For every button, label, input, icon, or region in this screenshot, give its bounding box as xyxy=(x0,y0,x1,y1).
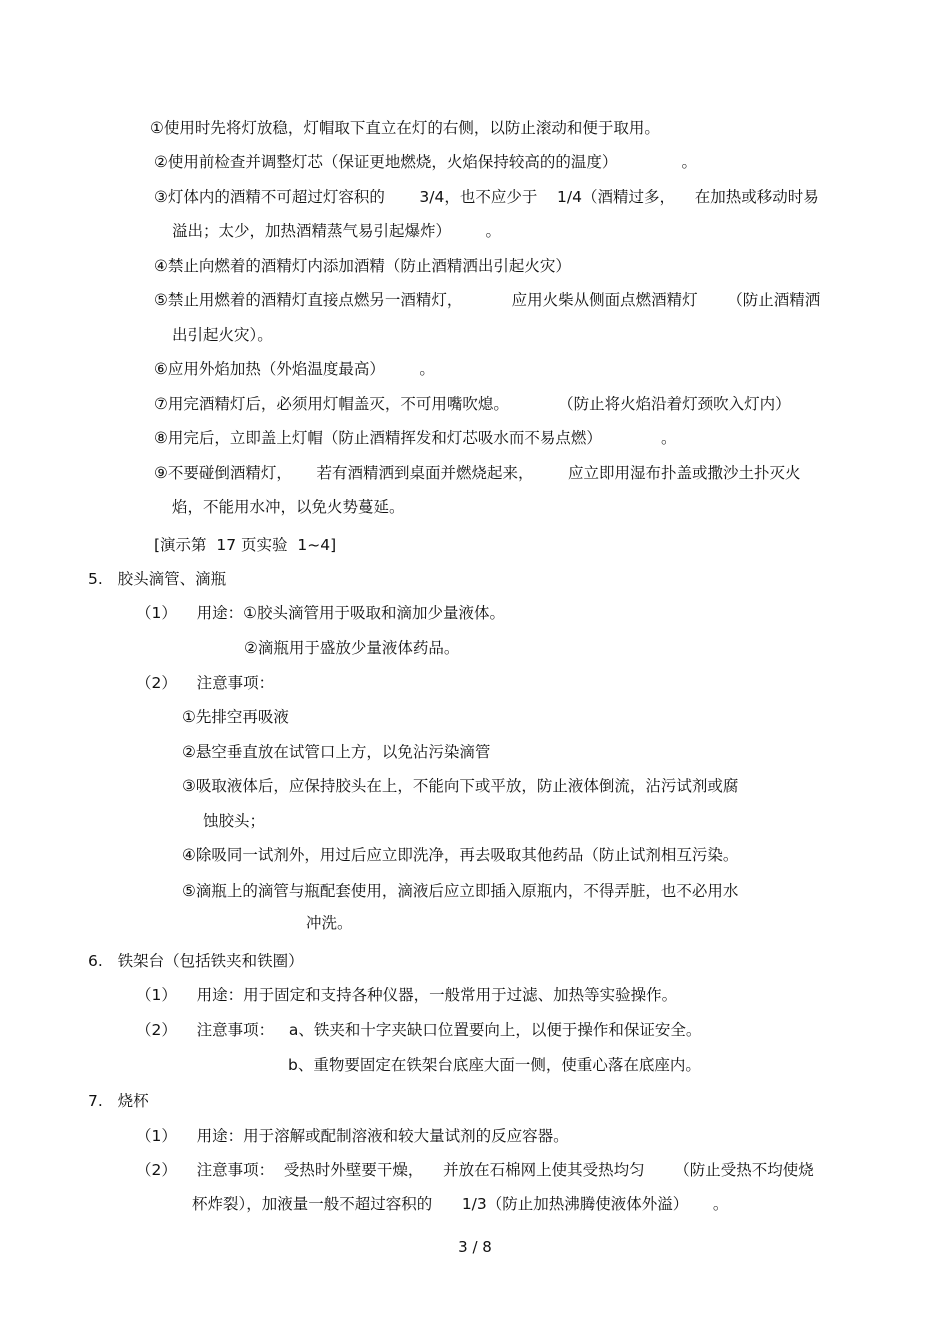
section-5-notes-label: （2） 注意事项： xyxy=(136,674,275,692)
section-6-note-b: b、重物要固定在铁架台底座大面一侧，使重心落在底座内。 xyxy=(288,1056,701,1074)
section-5-use-2: ②滴瓶用于盛放少量液体药品。 xyxy=(244,639,460,657)
section-5-note-5-line-2: 冲洗。 xyxy=(306,914,353,932)
section-6-note-a: （2） 注意事项： a、铁夹和十字夹缺口位置要向上，以便于操作和保证安全。 xyxy=(136,1021,702,1039)
section-6-heading: 6. 铁架台（包括铁夹和铁圈） xyxy=(88,952,304,970)
section-5-heading: 5. 胶头滴管、滴瓶 xyxy=(88,570,227,588)
section-7-note-line-2: 杯炸裂），加液量一般不超过容积的 1/3（防止加热沸腾使液体外溢） 。 xyxy=(192,1195,729,1213)
lamp-item-7: ⑦用完酒精灯后，必须用灯帽盖灭，不可用嘴吹熄。 （防止将火焰沿着灯颈吹入灯内） xyxy=(154,395,791,413)
section-5-note-3-line-1: ③吸取液体后，应保持胶头在上，不能向下或平放，防止液体倒流，沾污试剂或腐 xyxy=(182,777,739,795)
section-7-heading: 7. 烧杯 xyxy=(88,1092,149,1110)
section-5-note-2: ②悬空垂直放在试管口上方，以免沾污染滴管 xyxy=(182,743,491,761)
section-5-note-5-line-1: ⑤滴瓶上的滴管与瓶配套使用，滴液后应立即插入原瓶内，不得弄脏，也不必用水 xyxy=(182,882,739,900)
lamp-item-5-line-2: 出引起火灾）。 xyxy=(172,326,273,344)
demo-reference: [演示第 17 页实验 1~4] xyxy=(154,536,337,554)
page-number: 3 / 8 xyxy=(458,1238,492,1256)
lamp-item-1: ①使用时先将灯放稳，灯帽取下直立在灯的右侧，以防止滚动和便于取用。 xyxy=(150,119,660,137)
lamp-item-4: ④禁止向燃着的酒精灯内添加酒精（防止酒精洒出引起火灾） xyxy=(154,257,571,275)
section-5-note-1: ①先排空再吸液 xyxy=(182,708,289,726)
section-5-note-3-line-2: 蚀胶头； xyxy=(203,812,266,830)
lamp-item-3-line-2: 溢出；太少，加热酒精蒸气易引起爆炸） 。 xyxy=(172,222,501,240)
section-5-note-4: ④除吸同一试剂外，用过后应立即洗净，再去吸取其他药品（防止试剂相互污染。 xyxy=(182,846,739,864)
lamp-item-9-line-2: 焰，不能用水冲，以免火势蔓延。 xyxy=(172,498,405,516)
section-5-use: （1） 用途：①胶头滴管用于吸取和滴加少量液体。 xyxy=(136,604,505,622)
lamp-item-6: ⑥应用外焰加热（外焰温度最高） 。 xyxy=(154,360,435,378)
lamp-item-3-line-1: ③灯体内的酒精不可超过灯容积的 3/4，也不应少于 1/4（酒精过多， 在加热或移动时易 xyxy=(154,188,819,206)
section-7-use: （1） 用途：用于溶解或配制溶液和较大量试剂的反应容器。 xyxy=(136,1127,569,1145)
lamp-item-8: ⑧用完后，立即盖上灯帽（防止酒精挥发和灯芯吸水而不易点燃） 。 xyxy=(154,429,677,447)
lamp-item-5-line-1: ⑤禁止用燃着的酒精灯直接点燃另一酒精灯， 应用火柴从侧面点燃酒精灯 （防止酒精洒 xyxy=(154,291,821,309)
section-6-use: （1） 用途：用于固定和支持各种仪器，一般常用于过滤、加热等实验操作。 xyxy=(136,986,678,1004)
lamp-item-9-line-1: ⑨不要碰倒酒精灯， 若有酒精洒到桌面并燃烧起来， 应立即用湿布扑盖或撒沙土扑灭火 xyxy=(154,464,801,482)
section-7-note-line-1: （2） 注意事项： 受热时外壁要干燥， 并放在石棉网上使其受热均匀 （防止受热不均使烧 xyxy=(136,1161,814,1179)
lamp-item-2: ②使用前检查并调整灯芯（保证更地燃烧，火焰保持较高的的温度） 。 xyxy=(154,153,697,171)
